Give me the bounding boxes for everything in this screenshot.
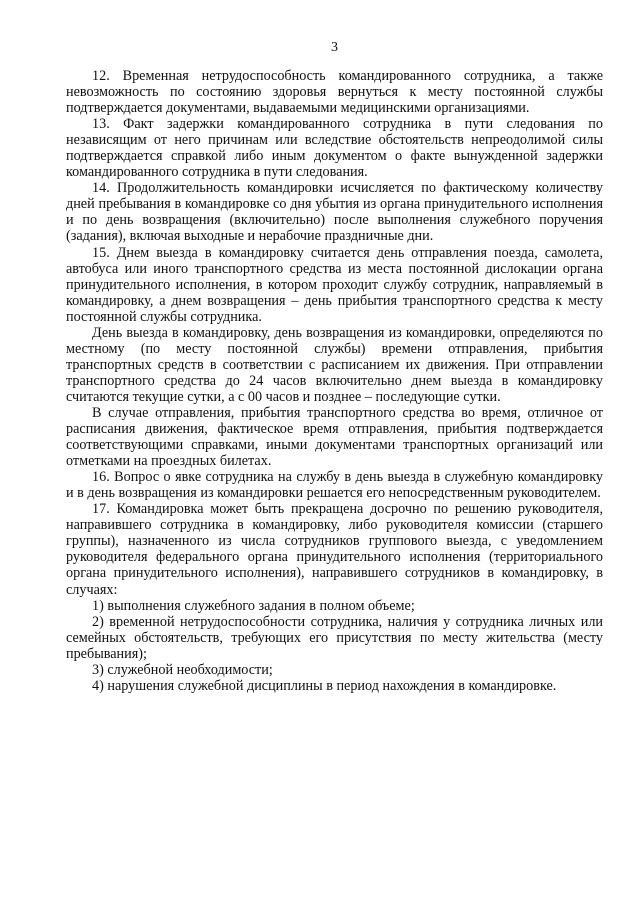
paragraph-16: 16. Вопрос о явке сотрудника на службу в день выезда в служебную командировку и в день возвращения из командировки решается его непосредственным руководителем. [66,469,603,502]
list-item-1: 1) выполнения служебного задания в полном объеме; [92,597,415,614]
paragraph-13: 13. Факт задержки командированного сотрудника в пути следования по независящим от него причинам или вследствие обстоятельств непреодолимой силы подтверждается справкой либо иным документом о факте вынужденной задержки командированного сотрудника в пути следования. [66,116,603,181]
document-body [66,68,603,694]
paragraph-15: 15. Днем выезда в командировку считается день отправления поезда, самолета, автобуса или иного транспортного средства из места постоянной дислокации органа принудительного исполнения, в котором проходит службу сотрудник, направляемый в командировку, а днем возвращения – день прибытия транспортного средства к месту постоянной службы сотрудника. [66,244,603,325]
list-item-4: 4) нарушения служебной дисциплины в период нахождения в командировке. [92,677,557,694]
list-item-3: 3) служебной необходимости; [92,661,273,678]
paragraph-17: 17. Командировка может быть прекращена досрочно по решению руководителя, направившего сотрудника в командировку, либо руководителя комиссии (старшего группы), назначенного из числа сотрудников группового выезда, с уведомлением руководителя федерального органа принудительного исполнения (территориального органа принудительного исполнения), направившего сотрудников в командировку, в случаях: [66,501,603,598]
page-number: 3 [331,40,338,55]
list-item-2: 2) временной нетрудоспособности сотрудника, наличия у сотрудника личных или семейных обстоятельств, требующих его присутствия по месту жительства (месту пребывания); [66,613,603,662]
paragraph-15-schedule-deviation: В случае отправления, прибытия транспортного средства во время, отличное от расписания движения, фактическое время отправления, прибытия подтверждается соответствующими справками, иными документами транспортных организаций или отметками на проездных билетах. [66,404,603,470]
paragraph-14: 14. Продолжительность командировки исчисляется по фактическому количеству дней пребывания в командировке со дня убытия из органа принудительного исполнения и по день возвращения (включительно) после выполнения служебного поручения (задания), включая выходные и нерабочие праздничные дни. [66,180,603,245]
paragraph-15-departure-day: День выезда в командировку, день возвращения из командировки, определяются по местному (по месту постоянной службы) времени отправления, прибытия транспортных средств в соответствии с расписанием их движения. При отправлении транспортного средства до 24 часов включительно днем выезда в командировку считаются текущие сутки, а с 00 часов и позднее – последующие сутки. [66,324,603,405]
paragraph-12: 12. Временная нетрудоспособность командированного сотрудника, а также невозможность по состоянию здоровья вернуться к месту постоянной службы подтверждается документами, выдаваемыми медицинскими организациями. [66,68,603,117]
